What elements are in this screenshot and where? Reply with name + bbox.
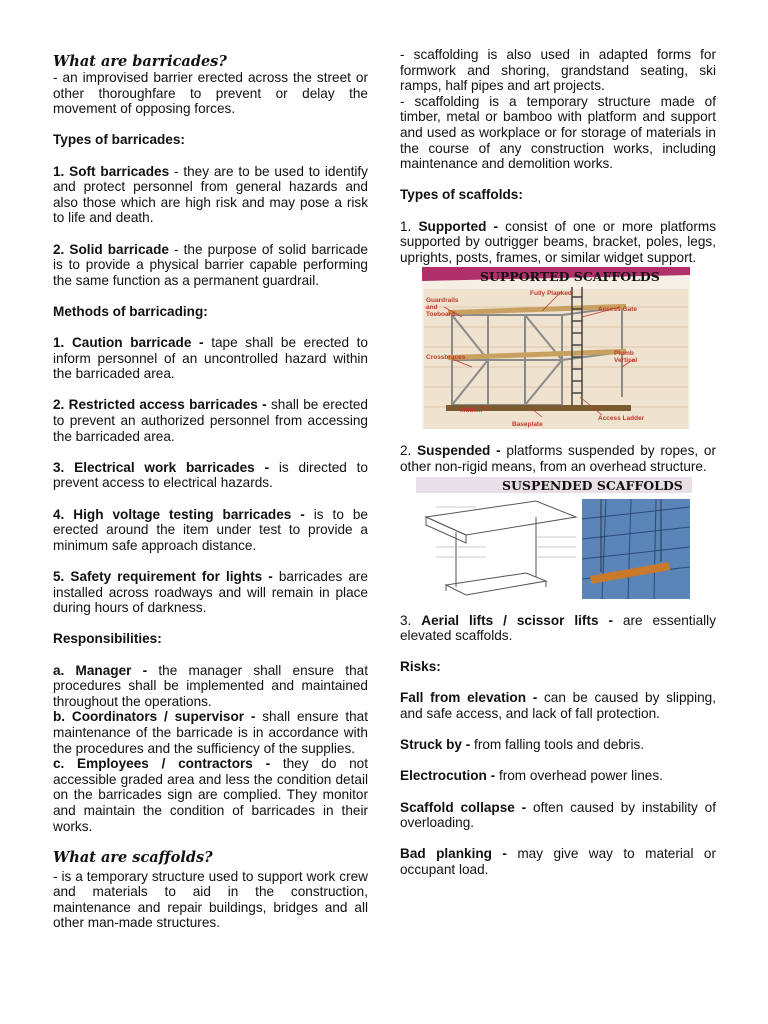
risk-item: Bad planking - may give way to material or occupant load. (400, 846, 716, 877)
method-item: 4. High voltage testing barricades - is to be erected around the item under test to provide a minimum safe approach distance. (53, 506, 368, 553)
type-suspended: 2. Suspended - platforms suspended by ropes, or other non-rigid means, from an overhead structure. (400, 443, 716, 474)
suspended-scaffolds-title: SUSPENDED SCAFFOLDS (502, 477, 683, 493)
barricades-definition: - an improvised barrier erected across the street or other thoroughfare to prevent or delay the movement of opposing forces. (53, 70, 368, 117)
label-access-ladder: Access Ladder (598, 415, 645, 423)
type-supported: 1. Supported - consist of one or more platforms supported by outrigger beams, bracket, poles, legs, uprights, posts, frames, or similar widget support. (400, 218, 716, 265)
scaffolds-definition: - is a temporary structure used to support work crew and materials to aid in the construction, maintenance and repair buildings, bridges and all other man-made structures. (53, 868, 368, 931)
label-guardrails: Guardrails and Toeboard (426, 297, 459, 319)
method-item: 2. Restricted access barricades - shall be erected to prevent an authorized personnel from accessing the barricaded area. (53, 397, 368, 444)
label-plumb-vertical: Plumb Vertical (614, 350, 638, 365)
supported-scaffolds-title: SUPPORTED SCAFFOLDS (480, 269, 660, 285)
label-fully-planked: Fully Planked (530, 290, 572, 298)
suspended-scaffolds-illustration (416, 477, 692, 601)
method-item: 3. Electrical work barricades - is directed to prevent access to electrical hazards. (53, 459, 368, 491)
type-soft: 1. Soft barricades - they are to be used to identify and protect personnel from general hazards and also those which are high risk and may pose a risk to life and death. (53, 163, 368, 226)
label-access-gate: Access Gate (598, 306, 638, 314)
risk-item: Fall from elevation - can be caused by slipping, and safe access, and lack of fall protection. (400, 690, 716, 722)
responsibility-item: c. Employees / contractors - they do not accessible graded area and less the condition detail on the barricades sign are complied. They monitor and maintain the condition of barricades in their works. (53, 756, 368, 834)
risk-item: Struck by - from falling tools and debris. (400, 737, 645, 753)
type-solid: 2. Solid barricade - the purpose of solid barricade is to provide a physical barrier capable performing the same function as a permanent guardrail. (53, 241, 368, 288)
methods-heading: Methods of barricading: (53, 303, 208, 319)
risk-item: Electrocution - from overhead power lines. (400, 768, 663, 784)
types-heading: Types of barricades: (53, 132, 185, 148)
scaffold-types-heading: Types of scaffolds: (400, 187, 523, 203)
method-item: 1. Caution barricade - tape shall be erected to inform personnel of an uncontrolled hazard within the barricaded area. (53, 335, 368, 382)
risks-heading: Risks: (400, 659, 441, 675)
responsibility-item: a. Manager - the manager shall ensure that procedures shall be implemented and maintained throughout the operations. (53, 662, 368, 709)
supported-scaffolds-figure (422, 267, 716, 429)
method-item: 5. Safety requirement for lights - barricades are installed across roadways and will remain in place during hours of darkness. (53, 569, 368, 616)
barricades-heading: What are barricades? (53, 53, 227, 70)
label-mudsill: Mudsill (460, 407, 483, 415)
right-column (400, 47, 716, 893)
type-aerial: 3. Aerial lifts / scissor lifts - are essentially elevated scaffolds. (400, 612, 716, 644)
responsibility-item: b. Coordinators / supervisor - shall ensure that maintenance of the barricade is in accordance with the procedures and the sufficiency of the supplies. (53, 709, 369, 756)
risk-item: Scaffold collapse - often caused by instability of overloading. (400, 799, 716, 831)
scaffold-intro-1: - scaffolding is also used in adapted forms for formwork and shoring, grandstand seating, ski ramps, half pipes and art projects. (400, 47, 716, 94)
label-crossbraces: Crossbraces (426, 354, 466, 362)
label-baseplate: Baseplate (512, 421, 543, 429)
responsibilities-heading: Responsibilities: (53, 631, 162, 647)
scaffolds-heading: What are scaffolds? (53, 848, 213, 866)
suspended-scaffolds-figure (416, 477, 716, 601)
left-column (53, 47, 368, 947)
scaffold-intro-2: - scaffolding is a temporary structure made of timber, metal or bamboo with platform and support and used as workplace or for storage of materials in the course of any construction works, including maintenance and demolition works. (400, 93, 716, 172)
